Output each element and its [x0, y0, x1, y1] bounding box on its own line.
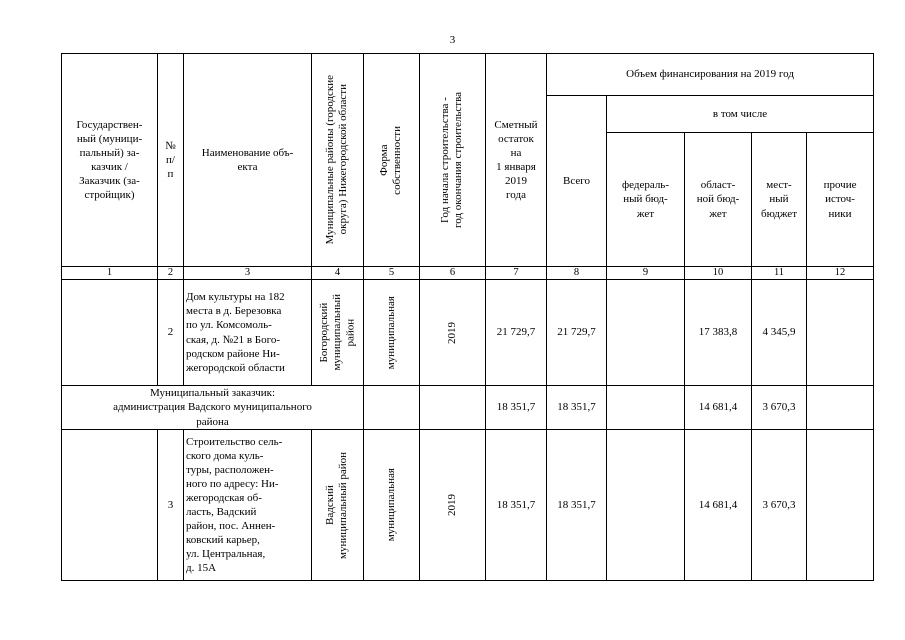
header-estimate: Сметный остаток на 1 января 2019 года: [486, 54, 547, 267]
column-number: 2: [158, 267, 184, 280]
header-other: прочие источ- ники: [807, 133, 874, 267]
ownership-cell: муниципальная: [364, 280, 420, 386]
row-num: 2: [158, 280, 184, 386]
column-number: 3: [184, 267, 312, 280]
estimate-cell: 18 351,7: [486, 386, 547, 430]
local-cell: 4 345,9: [752, 280, 807, 386]
column-number: 5: [364, 267, 420, 280]
estimate-cell: 21 729,7: [486, 280, 547, 386]
header-total: Всего: [547, 96, 607, 267]
regional-cell: 14 681,4: [685, 430, 752, 581]
other-cell: [807, 280, 874, 386]
year-cell: [420, 386, 486, 430]
district-cell: Богородский муниципальный район: [312, 280, 364, 386]
district-cell: Вадский муниципальный район: [312, 430, 364, 581]
federal-cell: [607, 430, 685, 581]
ownership-cell: муниципальная: [364, 430, 420, 581]
total-cell: 18 351,7: [547, 430, 607, 581]
column-number: 6: [420, 267, 486, 280]
column-number-row: [62, 267, 874, 280]
customer-cell: [62, 430, 158, 581]
header-customer: Государствен- ный (муници- пальный) за- казчик / Заказчик (за- стройщик): [62, 54, 158, 267]
header-years: Год начала строительства - год окончания строительства: [420, 54, 486, 267]
table-row: [62, 280, 874, 386]
header-federal: федераль- ный бюд- жет: [607, 133, 685, 267]
row-num: 3: [158, 430, 184, 581]
header-num: № п/ п: [158, 54, 184, 267]
customer-cell: [62, 280, 158, 386]
regional-cell: 17 383,8: [685, 280, 752, 386]
column-number: 8: [547, 267, 607, 280]
column-number: 11: [752, 267, 807, 280]
financing-table: [61, 53, 874, 581]
header-regional: област- ной бюд- жет: [685, 133, 752, 267]
header-financing: Объем финансирования на 2019 год: [547, 54, 874, 96]
object-name: Строительство сель- ского дома куль- туры, расположен- ного по адресу: Ни- жегородская об- ласть, Вадский район, пос. Аннен- ковский карьер, ул. Центральная, д. 15А: [184, 430, 312, 581]
estimate-cell: 18 351,7: [486, 430, 547, 581]
federal-cell: [607, 280, 685, 386]
column-number: 10: [685, 267, 752, 280]
table-row: [62, 430, 874, 581]
federal-cell: [607, 386, 685, 430]
year-cell: 2019: [420, 430, 486, 581]
column-number: 1: [62, 267, 158, 280]
column-number: 7: [486, 267, 547, 280]
column-number: 9: [607, 267, 685, 280]
column-number: 12: [807, 267, 874, 280]
object-name: Дом культуры на 182 места в д. Березовка по ул. Комсомоль- ская, д. №21 в Бого- родском районе Ни- жегородской области: [184, 280, 312, 386]
total-cell: 18 351,7: [547, 386, 607, 430]
page-number: 3: [449, 34, 456, 46]
column-number: 4: [312, 267, 364, 280]
header-row-1: [62, 54, 874, 96]
ownership-cell: [364, 386, 420, 430]
other-cell: [807, 430, 874, 581]
header-local: мест- ный бюджет: [752, 133, 807, 267]
customer-row: [62, 386, 874, 430]
municipal-customer-label: Муниципальный заказчик: администрация Вадского муниципального района: [62, 386, 364, 430]
regional-cell: 14 681,4: [685, 386, 752, 430]
header-districts: Муниципальные районы (городские округа) Нижегородской области: [312, 54, 364, 267]
local-cell: 3 670,3: [752, 386, 807, 430]
year-cell: 2019: [420, 280, 486, 386]
header-ownership: Форма собственности: [364, 54, 420, 267]
header-object-name: Наименование объ- екта: [184, 54, 312, 267]
total-cell: 21 729,7: [547, 280, 607, 386]
header-including: в том числе: [607, 96, 874, 133]
local-cell: 3 670,3: [752, 430, 807, 581]
other-cell: [807, 386, 874, 430]
